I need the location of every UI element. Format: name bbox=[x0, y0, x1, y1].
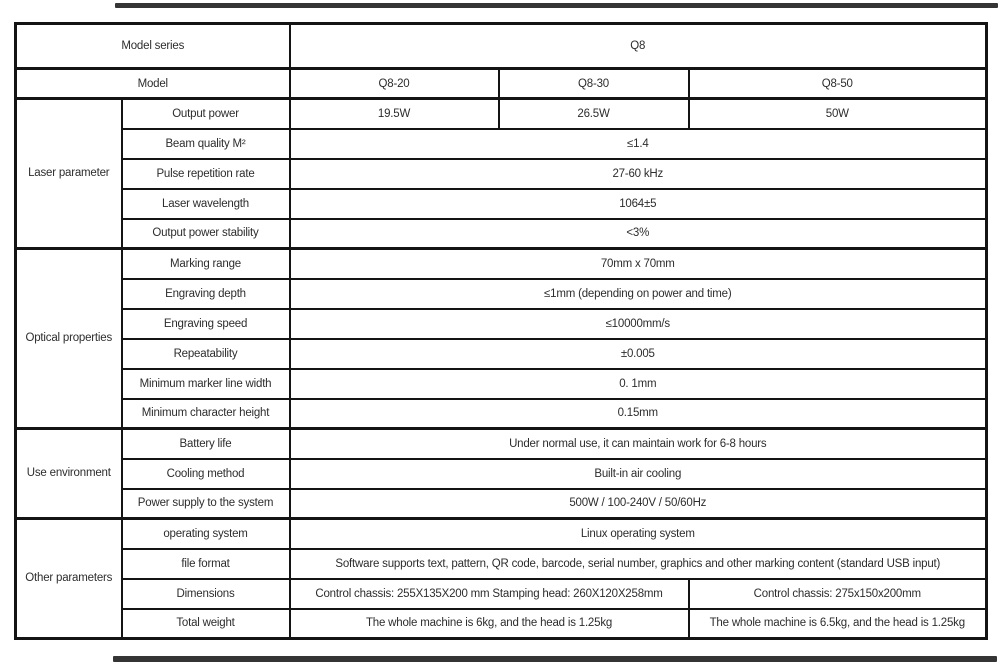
table-row-repeatability bbox=[16, 339, 987, 369]
table-row-beam-quality bbox=[16, 129, 987, 159]
group-optical-properties: Optical properties bbox=[16, 249, 122, 429]
table-row-operating-system bbox=[16, 519, 987, 549]
table-row-minimum-character-height bbox=[16, 399, 987, 429]
engraving-speed-label: Engraving speed bbox=[122, 309, 290, 339]
group-laser-parameter: Laser parameter bbox=[16, 99, 122, 249]
scan-artifact-top-bar bbox=[115, 3, 998, 8]
output-power-stability-value: <3% bbox=[290, 219, 987, 249]
table-row-model-series bbox=[16, 24, 987, 69]
operating-system-value: Linux operating system bbox=[290, 519, 987, 549]
minimum-character-height-label: Minimum character height bbox=[122, 399, 290, 429]
model-series-label: Model series bbox=[16, 24, 290, 69]
laser-wavelength-label: Laser wavelength bbox=[122, 189, 290, 219]
output-power-q8-20: 19.5W bbox=[290, 99, 499, 129]
series-value: Q8 bbox=[290, 24, 987, 69]
table-row-pulse-repetition-rate bbox=[16, 159, 987, 189]
table-row-model bbox=[16, 69, 987, 99]
dimensions-value-right: Control chassis: 275x150x200mm bbox=[689, 579, 987, 609]
table-row-power-supply bbox=[16, 489, 987, 519]
total-weight-label: Total weight bbox=[122, 609, 290, 639]
model-q8-30: Q8-30 bbox=[499, 69, 689, 99]
minimum-marker-line-width-value: 0. 1mm bbox=[290, 369, 987, 399]
marking-range-value: 70mm x 70mm bbox=[290, 249, 987, 279]
repeatability-label: Repeatability bbox=[122, 339, 290, 369]
beam-quality-label: Beam quality M² bbox=[122, 129, 290, 159]
table-row-file-format bbox=[16, 549, 987, 579]
battery-life-label: Battery life bbox=[122, 429, 290, 459]
total-weight-value-right: The whole machine is 6.5kg, and the head is 1.25kg bbox=[689, 609, 987, 639]
output-power-q8-50: 50W bbox=[689, 99, 987, 129]
engraving-speed-value: ≤10000mm/s bbox=[290, 309, 987, 339]
group-other-parameters: Other parameters bbox=[16, 519, 122, 639]
repeatability-value: ±0.005 bbox=[290, 339, 987, 369]
pulse-repetition-rate-label: Pulse repetition rate bbox=[122, 159, 290, 189]
group-use-environment: Use environment bbox=[16, 429, 122, 519]
table-row-battery-life bbox=[16, 429, 987, 459]
spec-table bbox=[14, 22, 988, 640]
dimensions-label: Dimensions bbox=[122, 579, 290, 609]
file-format-value: Software supports text, pattern, QR code, barcode, serial number, graphics and other marking content (standard USB input) bbox=[290, 549, 987, 579]
model-q8-50: Q8-50 bbox=[689, 69, 987, 99]
minimum-marker-line-width-label: Minimum marker line width bbox=[122, 369, 290, 399]
power-supply-value: 500W / 100-240V / 50/60Hz bbox=[290, 489, 987, 519]
beam-quality-value: ≤1.4 bbox=[290, 129, 987, 159]
output-power-label: Output power bbox=[122, 99, 290, 129]
pulse-repetition-rate-value: 27-60 kHz bbox=[290, 159, 987, 189]
table-row-engraving-speed bbox=[16, 309, 987, 339]
table-row-output-power-stability bbox=[16, 219, 987, 249]
table-row-engraving-depth bbox=[16, 279, 987, 309]
power-supply-label: Power supply to the system bbox=[122, 489, 290, 519]
dimensions-value-left: Control chassis: 255X135X200 mm Stamping head: 260X120X258mm bbox=[290, 579, 689, 609]
output-power-stability-label: Output power stability bbox=[122, 219, 290, 249]
table-row-minimum-marker-line-width bbox=[16, 369, 987, 399]
laser-wavelength-value: 1064±5 bbox=[290, 189, 987, 219]
operating-system-label: operating system bbox=[122, 519, 290, 549]
engraving-depth-label: Engraving depth bbox=[122, 279, 290, 309]
table-row-dimensions bbox=[16, 579, 987, 609]
scan-artifact-bottom-bar bbox=[113, 656, 997, 662]
minimum-character-height-value: 0.15mm bbox=[290, 399, 987, 429]
table-row-laser-wavelength bbox=[16, 189, 987, 219]
model-q8-20: Q8-20 bbox=[290, 69, 499, 99]
total-weight-value-left: The whole machine is 6kg, and the head is 1.25kg bbox=[290, 609, 689, 639]
model-label: Model bbox=[16, 69, 290, 99]
cooling-method-value: Built-in air cooling bbox=[290, 459, 987, 489]
table-row-output-power bbox=[16, 99, 987, 129]
battery-life-value: Under normal use, it can maintain work for 6-8 hours bbox=[290, 429, 987, 459]
cooling-method-label: Cooling method bbox=[122, 459, 290, 489]
table-row-marking-range bbox=[16, 249, 987, 279]
engraving-depth-value: ≤1mm (depending on power and time) bbox=[290, 279, 987, 309]
marking-range-label: Marking range bbox=[122, 249, 290, 279]
table-row-total-weight bbox=[16, 609, 987, 639]
table-row-cooling-method bbox=[16, 459, 987, 489]
output-power-q8-30: 26.5W bbox=[499, 99, 689, 129]
file-format-label: file format bbox=[122, 549, 290, 579]
